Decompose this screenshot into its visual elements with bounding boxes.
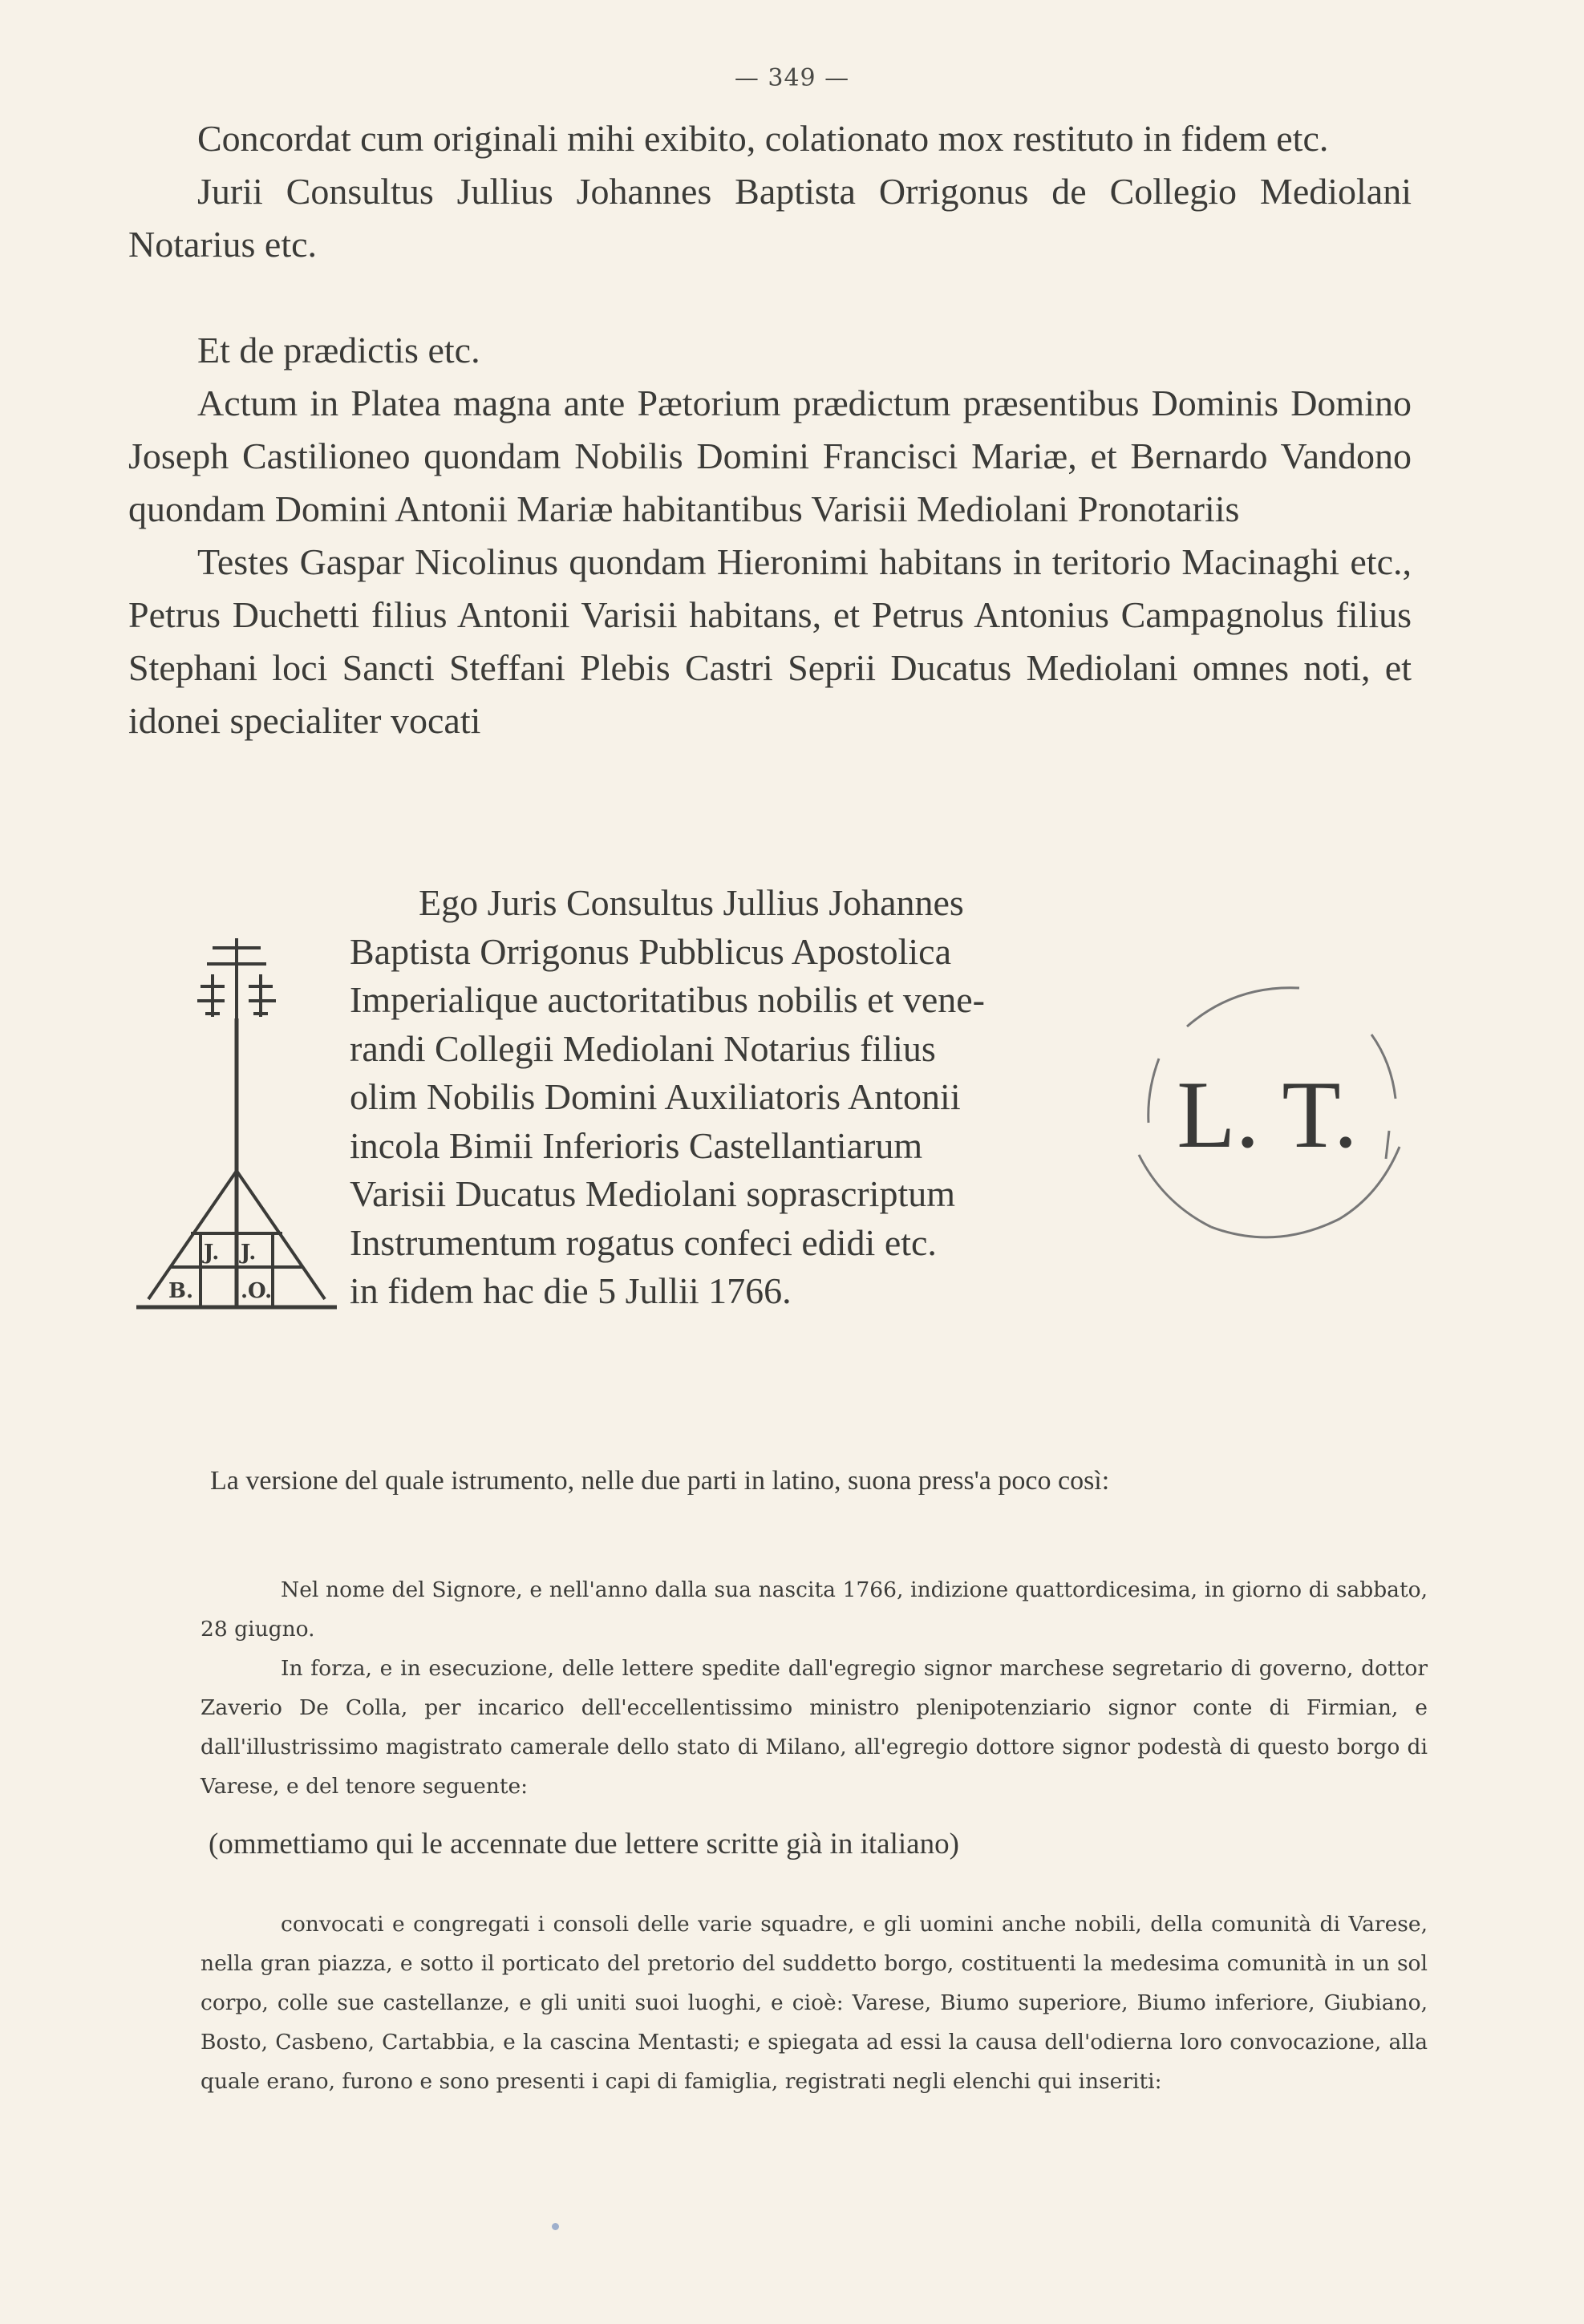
signature-line: Instrumentum rogatus confeci edidi etc. bbox=[350, 1221, 937, 1263]
latin-paragraph-concordat: Concordat cum originali mihi exibito, colationato mox restituto in fidem etc. bbox=[197, 118, 1329, 159]
seal-text: L. T. bbox=[1177, 1061, 1358, 1168]
italian-paragraph-convocati: convocati e congregati i consoli delle varie squadre, e gli uomini anche nobili, della comunità di Varese, nella gran piazza, e sotto il porticato del pretorio del suddetto borgo, costituenti la medesima comunità in un sol corpo, colle sue castellanze, e gli uniti suoi luoghi, e cioè: Varese, Biumo superiore, Biumo inferiore, Giubiano, Bosto, Casbeno, Cartabbia, e la cascina Mentasti; e spiegata ad essi la causa dell'odierna loro convocazione, alla quale erano, furono e sono presenti i capi di famiglia, registrati negli elenchi qui inseriti: bbox=[201, 1912, 1428, 2094]
latin-paragraph-et-de: Et de prædictis etc. bbox=[197, 330, 480, 370]
italian-paragraph-nel-nome: Nel nome del Signore, e nell'anno dalla sua nascita 1766, indizione quattordicesima, in giorno di sabbato, 28 giugno. bbox=[201, 1577, 1428, 1642]
notary-letter-3: B. bbox=[168, 1279, 194, 1303]
ink-spot bbox=[552, 2223, 559, 2230]
italian-intro: La versione del quale istrumento, nelle due parti in latino, suona press'a poco così: bbox=[210, 1466, 1110, 1496]
seal-stamp-icon bbox=[1115, 970, 1420, 1275]
italian-block-2 bbox=[201, 1905, 1428, 2101]
latin-paragraph-notary: Jurii Consultus Jullius Johannes Baptista Orrigonus de Collegio Mediolani Notarius etc. bbox=[128, 171, 1412, 265]
signature-line: randi Collegii Mediolani Notarius filius bbox=[350, 1027, 936, 1069]
latin-paragraph-testes: Testes Gaspar Nicolinus quondam Hieronimi habitans in teritorio Macinaghi etc., Petrus Duchetti filius Antonii Varisii habitans, et Petrus Antonius Campagnolus filius Stephani loci Sancti Steffani Plebis Castri Seprii Ducatus Mediolani omnes noti, et idonei specialiter vocati bbox=[128, 541, 1412, 741]
signature-line: incola Bimii Inferioris Castellantiarum bbox=[350, 1124, 923, 1166]
notary-sign-icon bbox=[120, 930, 353, 1315]
signature-line: in fidem hac die 5 Jullii 1766. bbox=[350, 1270, 792, 1311]
latin-paragraph-actum: Actum in Platea magna ante Pætorium prædictum præsentibus Dominis Domino Joseph Castilioneo quondam Nobilis Domini Francisci Mariæ, et Bernardo Vandono quondam Domini Antonii Mariæ habitantibus Varisii Mediolani Pronotariis bbox=[128, 383, 1412, 529]
signature-line: Imperialique auctoritatibus nobilis et vene- bbox=[350, 979, 985, 1020]
notary-signature-block bbox=[350, 879, 1120, 1316]
omission-note: (ommettiamo qui le accennate due lettere scritte già in italiano) bbox=[209, 1828, 959, 1860]
notary-letter-2: J. bbox=[241, 1241, 257, 1265]
italian-paragraph-in-forza: In forza, e in esecuzione, delle lettere spedite dall'egregio signor marchese segretario di governo, dottor Zaverio De Colla, per incarico dell'eccellentissimo ministro plenipotenziario signor conte di Firmian, e dall'illustrissimo magistrato camerale dello stato di Milano, all'egregio dottore signor podestà di questo borgo di Varese, e del tenore seguente: bbox=[201, 1656, 1428, 1799]
signature-line: Varisii Ducatus Mediolani soprascriptum bbox=[350, 1173, 956, 1214]
notary-letter-1: J. bbox=[204, 1241, 220, 1265]
signature-line: Baptista Orrigonus Pubblicus Apostolica bbox=[350, 930, 952, 972]
latin-text-block bbox=[128, 112, 1412, 747]
signature-line: olim Nobilis Domini Auxiliatoris Antonii bbox=[350, 1076, 961, 1117]
italian-block-1 bbox=[201, 1570, 1428, 1806]
page-number: — 349 — bbox=[734, 64, 850, 92]
notary-letter-4: .O. bbox=[241, 1279, 273, 1303]
signature-line: Ego Juris Consultus Jullius Johannes bbox=[419, 882, 964, 923]
